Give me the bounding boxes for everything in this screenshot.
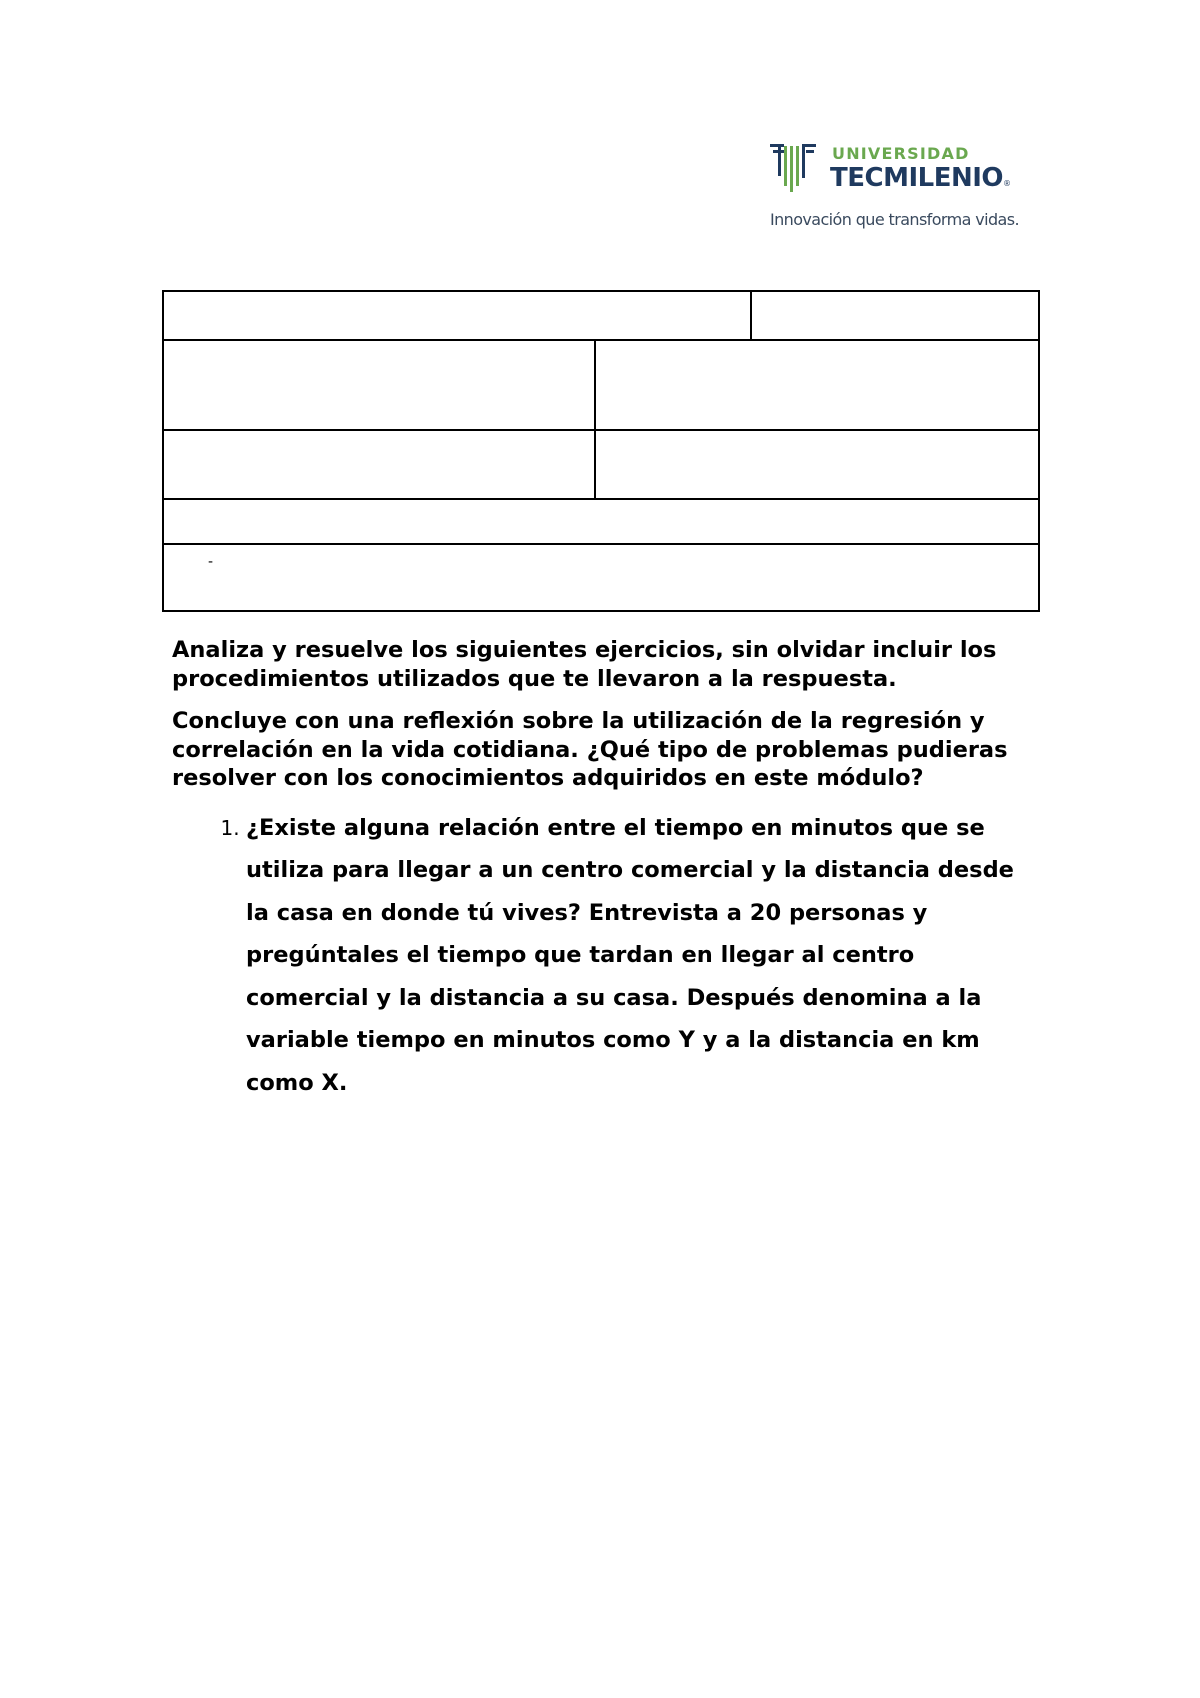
instructions-paragraph-2: Concluye con una reflexión sobre la utilización de la regresión y correlación en la vida cotidiana. ¿Qué tipo de problemas pudieras resolver con los conocimientos adquiridos en este módulo? — [172, 708, 1008, 791]
exercise-list — [172, 807, 1042, 1105]
tecmilenio-logo — [770, 140, 1040, 235]
logo-name — [830, 163, 1011, 193]
instructions-section — [172, 636, 1042, 1104]
logo-name-text: TECMILENIO — [830, 163, 1003, 193]
table-row-divider — [164, 498, 1038, 500]
table-row-divider — [164, 339, 1038, 341]
logo-tagline: Innovación que transforma vidas. — [770, 210, 1019, 229]
logo-registered-mark: ® — [1003, 179, 1011, 188]
tecmilenio-logo-mark-icon — [770, 144, 816, 194]
table-column-divider — [750, 292, 752, 340]
table-row-divider — [164, 543, 1038, 545]
instructions-paragraph-1: Analiza y resuelve los siguientes ejercicios, sin olvidar incluir los procedimientos utilizados que te llevaron a la respuesta. — [172, 637, 997, 692]
table-column-divider — [594, 340, 596, 499]
logo-university-label: UNIVERSIDAD — [832, 144, 970, 163]
table-row-divider — [164, 429, 1038, 431]
student-info-table — [162, 290, 1040, 612]
exercise-item-1: 1. ¿Existe alguna relación entre el tiempo en minutos que se utiliza para llegar a un centro comercial y la distancia desde la casa en donde tú vives? Entrevista a 20 personas y pregúntales el tiempo que tardan en llegar al centro comercial y la distancia a su casa. Después denomina a la variable tiempo en minutos como Y y a la distancia en km como X. — [246, 807, 1042, 1105]
table-cell-dash: - — [208, 554, 214, 570]
